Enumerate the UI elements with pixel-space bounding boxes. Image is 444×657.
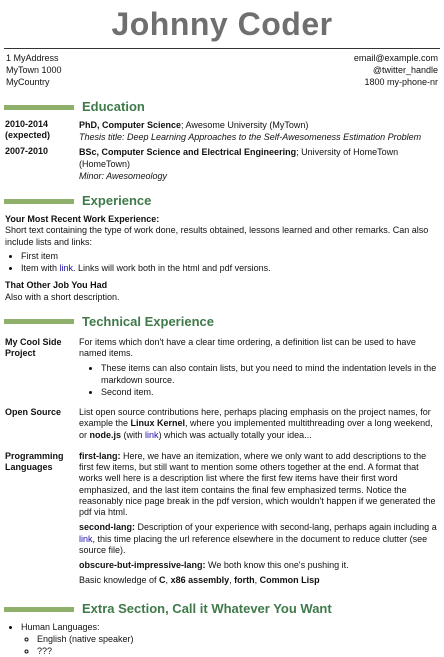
note-label: Minor:: [79, 171, 104, 181]
resume-name: Johnny Coder: [0, 0, 444, 42]
text: ,: [255, 575, 260, 585]
section-bar: [4, 199, 74, 204]
extra-list: [5, 622, 438, 657]
list-item: [21, 622, 438, 657]
extra-section: [0, 622, 444, 657]
definition-desc: [79, 407, 438, 445]
education-entry: [5, 146, 438, 182]
section-title: Experience: [82, 193, 151, 209]
text: ,: [229, 575, 234, 585]
lang-name: forth: [234, 575, 255, 585]
list-item: [21, 263, 438, 274]
section-bar: [4, 319, 74, 324]
job-title: Your Most Recent Work Experience:: [5, 214, 438, 225]
degree: BSc, Computer Science and Electrical Engineering: [79, 147, 296, 157]
definition-item: [5, 451, 438, 591]
contact-details: [354, 52, 438, 88]
school: ; University of HomeTown (HomeTown): [79, 147, 398, 169]
text: We both know this one's pushing it.: [206, 560, 349, 570]
section-title: Technical Experience: [82, 314, 214, 330]
text: Basic knowledge of: [79, 575, 159, 585]
address-line: 1 MyAddress: [6, 52, 62, 64]
address-line: MyTown 1000: [6, 64, 62, 76]
job-list: [5, 251, 438, 275]
job-title: That Other Job You Had: [5, 280, 438, 291]
definition-term: My Cool Side Project: [5, 337, 79, 401]
text: ) which was actually totally your idea...: [159, 430, 312, 440]
note: Deep Learning Approaches to the Self-Awesomeness Estimation Problem: [125, 132, 422, 142]
text: (with: [121, 430, 145, 440]
experience-header: [0, 192, 444, 210]
text: , where you implemented multithreading over a long weekend, or: [79, 418, 433, 439]
lang-name: x86 assembly: [171, 575, 230, 585]
job-description: Short text containing the type of work done, results obtained, lessons learned and other remarks. Can also include lists and links:: [5, 225, 438, 248]
section-bar: [4, 105, 74, 110]
education-header: [0, 98, 444, 116]
definition-list: [79, 363, 438, 398]
definition-term: Programming Languages: [5, 451, 79, 591]
phone: 1800 my-phone-nr: [354, 76, 438, 88]
technical-section: [0, 337, 444, 591]
job-description: Also with a short description.: [5, 292, 438, 303]
technical-header: [0, 313, 444, 331]
contact-address: [6, 52, 62, 88]
twitter-handle: @twitter_handle: [354, 64, 438, 76]
section-title: Education: [82, 99, 145, 115]
text: , this time placing the url reference elsewhere in the document to reduce clutter (see source file).: [79, 534, 427, 555]
education-date: 2010-2014 (expected): [5, 119, 79, 143]
definition-item: [5, 337, 438, 401]
email: email@example.com: [354, 52, 438, 64]
school: ; Awesome University (MyTown): [181, 120, 308, 130]
degree: PhD, Computer Science: [79, 120, 181, 130]
list-item: • Second item.: [101, 387, 438, 398]
section-title: Extra Section, Call it Whatever You Want: [82, 601, 332, 617]
contact-block: [4, 48, 440, 88]
education-date: 2007-2010: [5, 146, 79, 182]
lang-name: first-lang:: [79, 451, 121, 461]
lang-link[interactable]: link: [79, 534, 93, 544]
address-line: MyCountry: [6, 76, 62, 88]
extra-header: [0, 601, 444, 619]
definition-desc: [79, 337, 438, 401]
item-text: Item with: [21, 263, 60, 273]
note-label: Thesis title:: [79, 132, 125, 142]
definition-text: For items which don't have a clear time ordering, a definition list can be used to have named items.: [79, 337, 438, 360]
section-bar: [4, 607, 74, 612]
list-item: • These items can also contain lists, but you need to mind the indentation levels in the markdown source.: [101, 363, 438, 386]
item-text: . Links will work both in the html and pdf versions.: [73, 263, 271, 273]
education-desc: [79, 146, 438, 182]
text: Description of your experience with second-lang, perhaps again including a: [135, 522, 437, 532]
note: Awesomeology: [104, 171, 167, 181]
project-link[interactable]: link: [145, 430, 159, 440]
definition-text: [79, 575, 438, 586]
definition-text: [79, 407, 438, 441]
item-link[interactable]: link: [60, 263, 74, 273]
definition-item: [5, 407, 438, 445]
definition-text: [79, 522, 438, 556]
sub-list-item: ◦ ???: [37, 646, 438, 657]
list-item-text: Human Languages:: [21, 622, 100, 632]
lang-name: C: [159, 575, 166, 585]
list-item: • First item: [21, 251, 438, 262]
lang-name: obscure-but-impressive-lang:: [79, 560, 206, 570]
definition-term: Open Source: [5, 407, 79, 445]
education-section: [0, 119, 444, 182]
lang-name: Common Lisp: [260, 575, 320, 585]
education-entry: [5, 119, 438, 143]
text: ,: [166, 575, 171, 585]
text: Here, we have an itemization, where we only want to add descriptions to the first few items, but still want to mention some others together at the end. A format that works well here is a description list where the first few items have their first word emphasized, and the last item contains the final few emphasized terms. Notice the reasonably nice page break in the pdf version, which wouldn't happen if we generated the pdf via html.: [79, 451, 435, 517]
project-name: Linux Kernel: [131, 418, 186, 428]
definition-text: [79, 451, 438, 519]
project-name: node.js: [90, 430, 122, 440]
definition-text: [79, 560, 438, 571]
experience-section: [0, 214, 444, 303]
definition-desc: [79, 451, 438, 591]
education-desc: [79, 119, 421, 143]
sub-list-item: ◦ English (native speaker): [37, 634, 438, 645]
text: List open source contributions here, perhaps placing emphasis on the project names, for example the: [79, 407, 431, 428]
lang-name: second-lang:: [79, 522, 135, 532]
sub-list: [21, 634, 438, 657]
